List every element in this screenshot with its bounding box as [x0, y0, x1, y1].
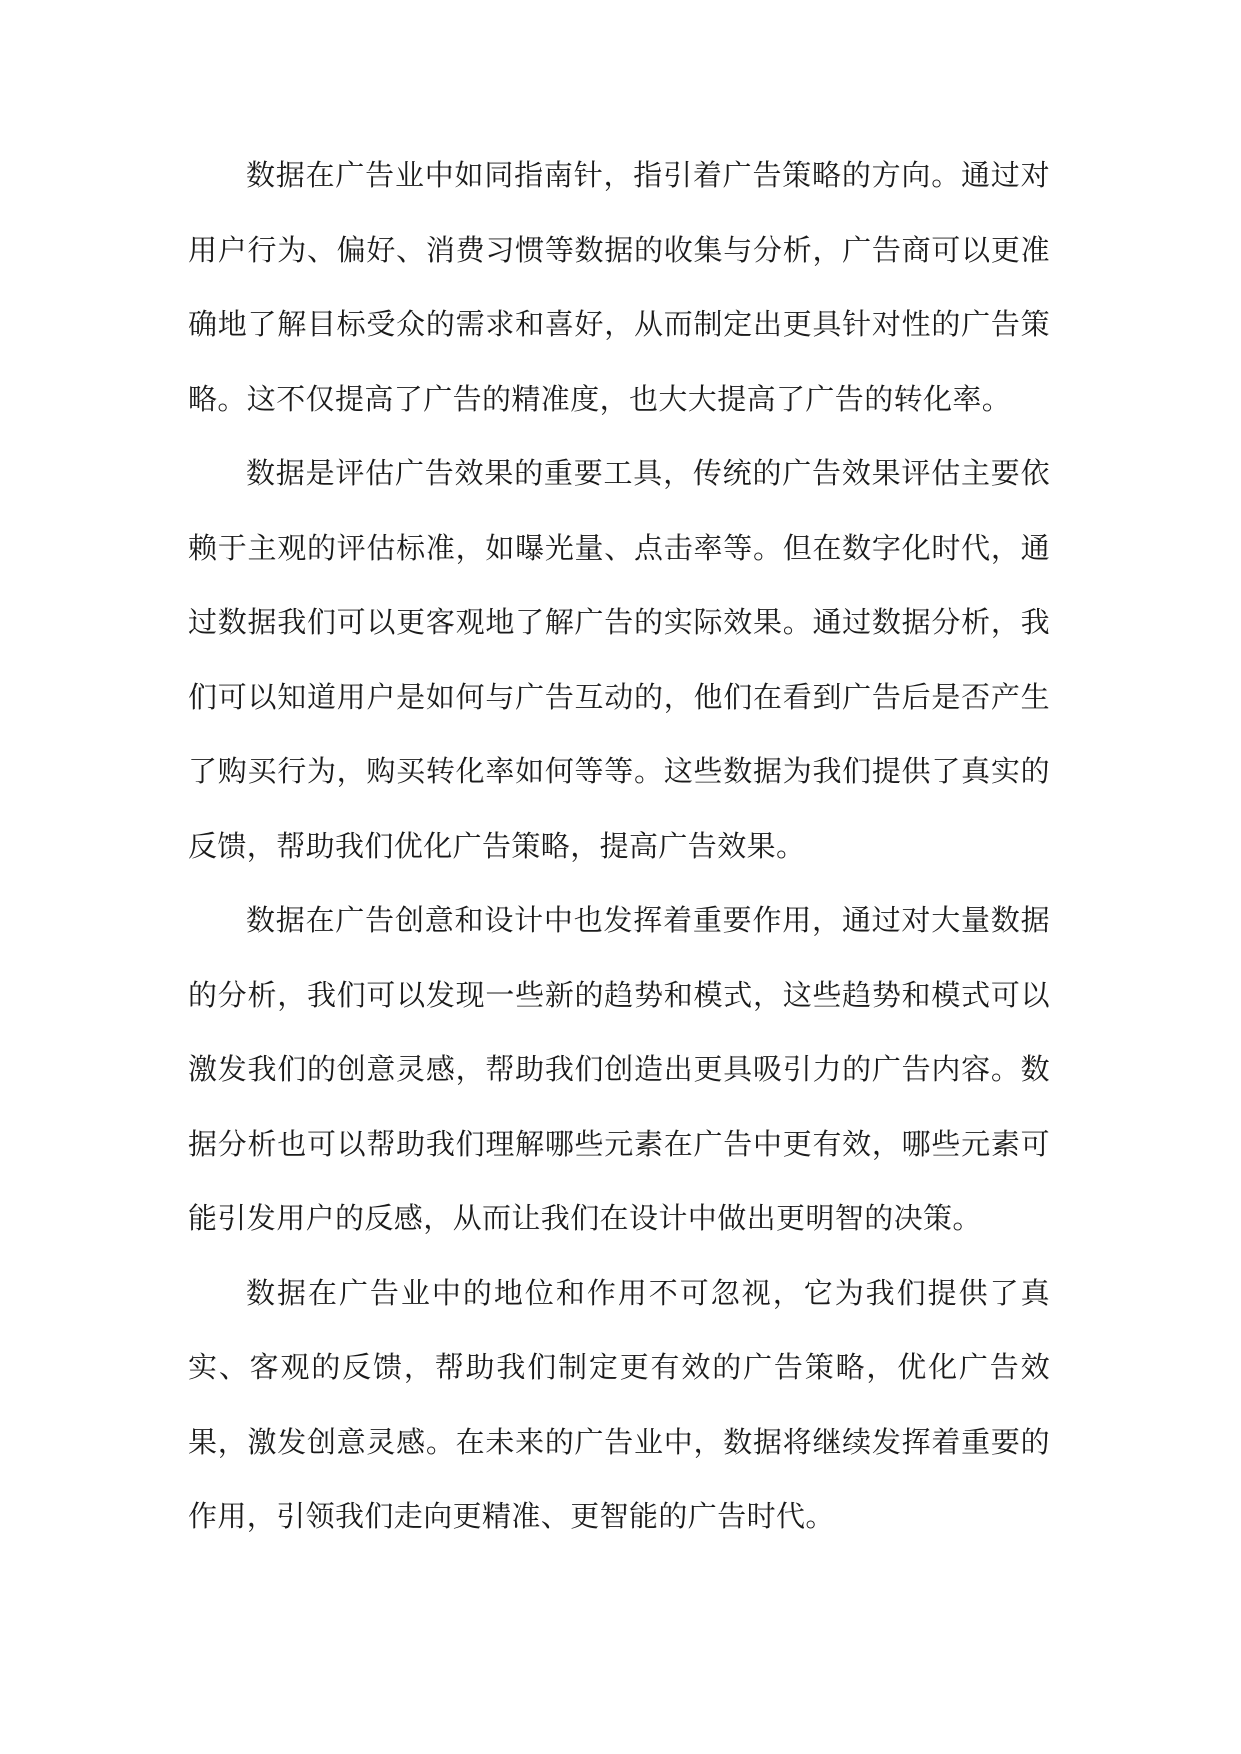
paragraph-2: 数据是评估广告效果的重要工具，传统的广告效果评估主要依赖于主观的评估标准，如曝光量、点击率等。但在数字化时代，通过数据我们可以更客观地了解广告的实际效果。通过数据分析，我们可以知道用户是如何与广告互动的，他们在看到广告后是否产生了购买行为，购买转化率如何等等。这些数据为我们提供了真实的反馈，帮助我们优化广告策略，提高广告效果。	[188, 456, 1050, 863]
paragraph-1: 数据在广告业中如同指南针，指引着广告策略的方向。通过对用户行为、偏好、消费习惯等数据的收集与分析，广告商可以更准确地了解目标受众的需求和喜好，从而制定出更具针对性的广告策略。这不仅提高了广告的精准度，也大大提高了广告的转化率。	[188, 158, 1050, 416]
paragraph-3: 数据在广告创意和设计中也发挥着重要作用，通过对大量数据的分析，我们可以发现一些新的趋势和模式，这些趋势和模式可以激发我们的创意灵感，帮助我们创造出更具吸引力的广告内容。数据分析也可以帮助我们理解哪些元素在广告中更有效，哪些元素可能引发用户的反感，从而让我们在设计中做出更明智的决策。	[188, 903, 1050, 1235]
paragraph-4: 数据在广告业中的地位和作用不可忽视，它为我们提供了真实、客观的反馈，帮助我们制定更有效的广告策略，优化广告效果，激发创意灵感。在未来的广告业中，数据将继续发挥着重要的作用，引领我们走向更精准、更智能的广告时代。	[188, 1275, 1050, 1533]
document-body	[188, 138, 1050, 1554]
